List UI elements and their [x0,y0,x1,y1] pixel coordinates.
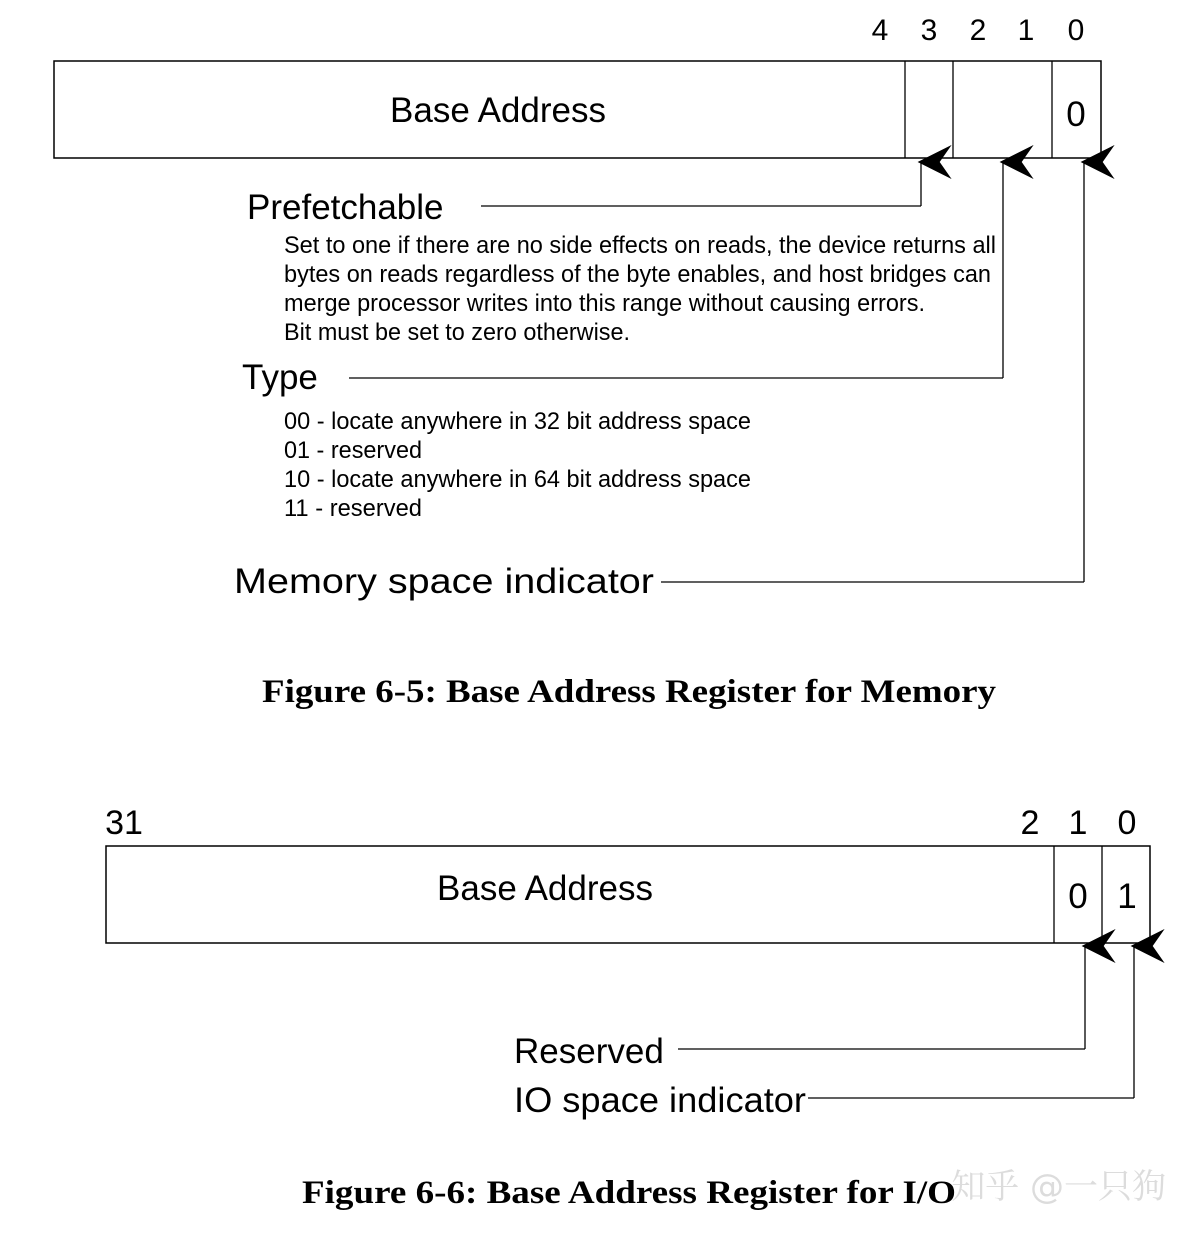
prefetchable-line-3: merge processor writes into this range without causing errors. [284,290,925,317]
bit-number-1: 1 [1068,804,1088,842]
base-address-label: Base Address [437,869,653,908]
type-line-2: 01 - reserved [284,437,422,464]
figure-6-6-caption: Figure 6-6: Base Address Register for I/O [302,1175,956,1211]
bit-number-2: 2 [969,14,987,47]
type-line-1: 00 - locate anywhere in 32 bit address space [284,408,751,435]
bit-number-1: 1 [1017,14,1035,47]
prefetchable-line-4: Bit must be set to zero otherwise. [284,319,630,346]
bit-number-3: 3 [920,14,938,47]
type-line-4: 11 - reserved [284,495,422,522]
bit-number-4: 4 [871,14,889,47]
watermark: 知乎 @一只狗 [951,1167,1166,1207]
bit0-value: 0 [1066,95,1086,134]
bit-number-0: 0 [1117,804,1137,842]
bit-number-0: 0 [1067,14,1085,47]
prefetchable-line-1: Set to one if there are no side effects on reads, the device returns all [284,232,996,259]
bit-number-31: 31 [105,804,143,842]
type-label: Type [242,358,318,397]
bit0-value: 1 [1117,877,1137,916]
prefetchable-line-2: bytes on reads regardless of the byte enables, and host bridges can [284,261,991,288]
type-line-3: 10 - locate anywhere in 64 bit address space [284,466,751,493]
memory-indicator-label: Memory space indicator [234,562,655,601]
figure-io-bar [105,804,1150,1211]
reserved-label: Reserved [514,1032,664,1071]
figure-6-5-caption: Figure 6-5: Base Address Register for Memory [262,674,997,710]
io-indicator-label: IO space indicator [514,1081,807,1120]
base-address-label: Base Address [390,91,606,130]
type-description [284,408,751,522]
bit-number-2: 2 [1020,804,1040,842]
figure-memory-bar [54,14,1101,710]
bit1-value: 0 [1068,877,1088,916]
prefetchable-description [284,232,996,346]
prefetchable-label: Prefetchable [247,188,444,227]
